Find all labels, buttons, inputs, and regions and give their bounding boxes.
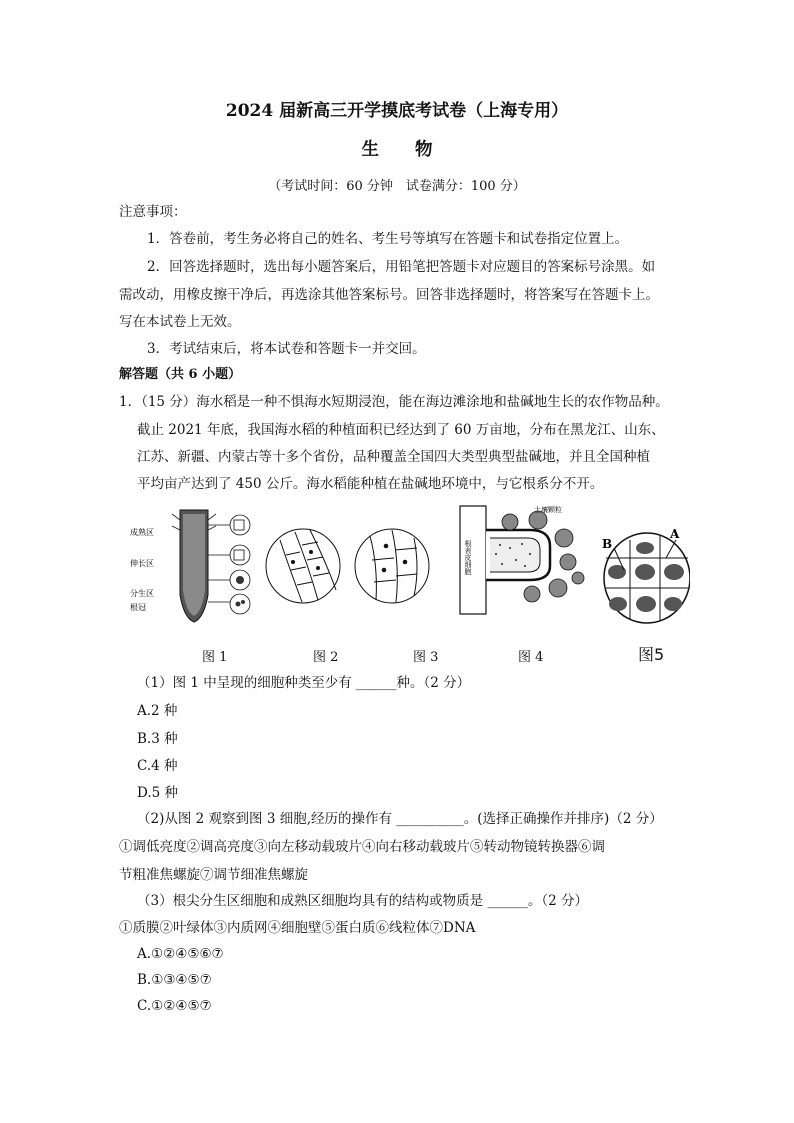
fig1-label-elongation: 伸长区 [130,559,154,568]
q1-intro-line-3: 江苏、新疆、内蒙古等十多个省份，品种覆盖全国四大类型典型盐碱地，并且全国种植 [137,449,650,465]
caption-fig-5: 图5 [638,645,665,664]
fig1-label-meristem: 分生区 [130,589,154,598]
q1-sub1: （1）图 1 中呈现的细胞种类至少有 ______种。（2 分） [137,675,471,691]
q1-sub1-option-d: D.5 种 [137,785,179,801]
q1-intro-line-2: 截止 2021 年底，我国海水稻的种植面积已经达到了 60 万亩地，分布在黑龙江、山东、 [137,422,665,438]
q1-sub3-items: ①质膜②叶绿体③内质网④细胞壁⑤蛋白质⑥线粒体⑦DNA [119,920,476,936]
note-3: 3．考试结束后，将本试卷和答题卡一并交回。 [147,341,426,357]
caption-fig-1: 图 1 [202,650,228,665]
fig4-label-cell: 根表皮细胞 [464,540,472,575]
fig5-label-a: A [670,527,680,541]
q1-sub1-option-c: C.4 种 [137,758,178,774]
note-2-line-2: 需改动，用橡皮擦干净后，再选涂其他答案标号。回答非选择题时，将答案写在答题卡上。 [119,287,659,303]
q1-sub2-items-line-1: ①调低亮度②调高亮度③向左移动载玻片④向右移动载玻片⑤转动物镜转换器⑥调 [119,839,605,855]
figure-4-root-hair [460,505,584,614]
note-1: 1．答卷前，考生务必将自己的姓名、考生号等填写在答题卡和试卷指定位置上。 [147,231,629,247]
fig1-label-root-cap: 根冠 [130,603,146,612]
exam-title: 2024 届新高三开学摸底考试卷（上海专用） [225,101,569,121]
q1-sub3: （3）根尖分生区细胞和成熟区细胞均具有的结构或物质是 ______。（2 分） [137,893,589,909]
q1-sub3-option-b: B.①③④⑤⑦ [137,972,212,988]
fig1-label-maturation: 成熟区 [130,528,154,537]
caption-fig-4: 图 4 [518,650,544,665]
figure-2-cells-low-mag [266,529,340,603]
caption-fig-2: 图 2 [313,650,339,665]
fig4-label-soil: 土壤颗粒 [534,506,562,514]
q1-sub1-option-a: A.2 种 [137,703,178,719]
figure-5-cells [602,527,690,623]
figure-3-cells-high-mag [355,529,429,603]
figure-1-root-tip [130,510,250,622]
q1-sub3-option-c: C.①②④⑤⑦ [137,998,212,1014]
note-2-line-3: 写在本试卷上无效。 [119,314,241,330]
q1-sub2-items-line-2: 节粗准焦螺旋⑦调节细准焦螺旋 [119,867,308,883]
q1-sub3-option-a: A.①②④⑤⑥⑦ [137,946,224,962]
note-2-line-1: 2．回答选择题时，选出每小题答案后，用铅笔把答题卡对应题目的答案标号涂黑。如 [147,259,656,275]
figure-strip [130,500,690,640]
q1-sub2: （2)从图 2 观察到图 3 细胞,经历的操作有 __________。(选择正确操作并排序)（2 分） [137,811,663,827]
subject-title: 生物 [361,140,469,160]
q1-sub1-option-b: B.3 种 [137,731,178,747]
exam-meta: （考试时间：60 分钟 试卷满分：100 分） [268,179,526,194]
section-heading: 解答题（共 6 小题） [119,367,242,382]
fig5-label-b: B [602,537,613,551]
caption-fig-3: 图 3 [413,650,439,665]
q1-intro-line-1: 1．（15 分）海水稻是一种不惧海水短期浸泡，能在海边滩涂地和盐碱地生长的农作物品种。 [119,394,669,410]
q1-intro-line-4: 平均亩产达到了 450 公斤。海水稻能种植在盐碱地环境中，与它根系分不开。 [137,476,604,492]
notes-heading: 注意事项： [119,204,187,220]
